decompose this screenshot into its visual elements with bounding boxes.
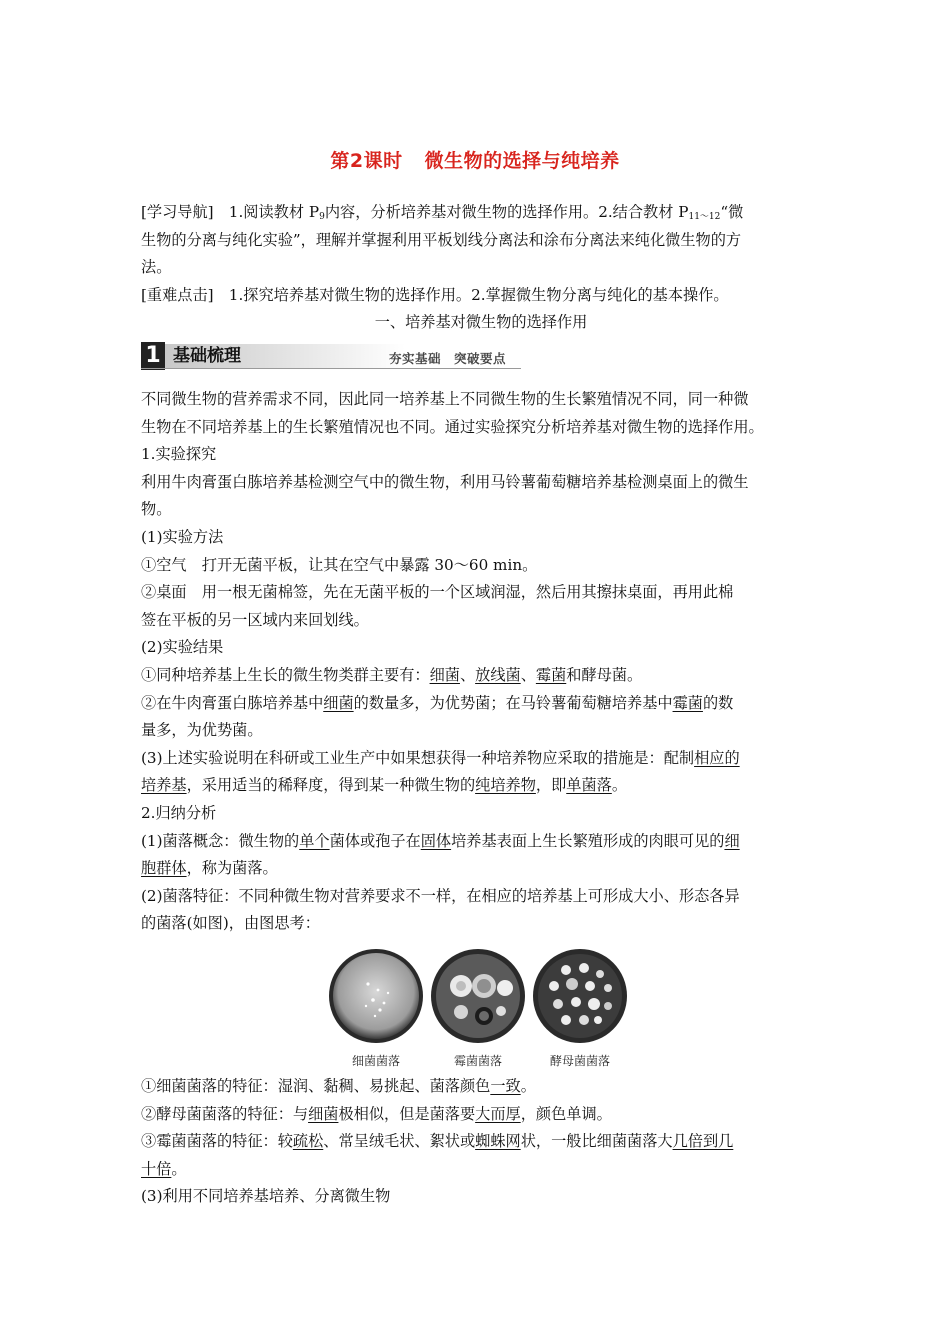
paragraph-line: 量多，为优势菌。	[141, 721, 263, 740]
paragraph-line: 的菌落(如图)，由图思考：	[141, 914, 320, 933]
guide-text: [学习导航] 1.阅读教材 P	[141, 203, 320, 221]
paragraph-line: ②酵母菌菌落的特征：与细菌极相似，但是菌落要大而厚，颜色单调。	[141, 1104, 612, 1123]
banner-slogan: 夯实基础 突破要点	[389, 351, 507, 366]
subheading: (3)利用不同培养基培养、分离微生物	[141, 1187, 391, 1206]
paragraph-line: ①同种培养基上生长的微生物类群主要有：细菌、放线菌、霉菌和酵母菌。	[141, 665, 643, 684]
answer-blank: 放线菌	[475, 665, 521, 684]
banner-label: 基础梳理	[173, 346, 241, 366]
guide-text: “微	[720, 203, 744, 221]
paragraph-line: 签在平板的另一区域内来回划线。	[141, 610, 369, 629]
answer-blank: 一致	[490, 1077, 521, 1095]
subheading: (2)实验结果	[141, 638, 224, 657]
answer-blank: 几倍到几	[672, 1132, 734, 1151]
answer-blank: 十倍	[141, 1159, 172, 1178]
paragraph-line: ③霉菌菌落的特征：较疏松、常呈绒毛状、絮状或蜘蛛网状，一般比细菌菌落大几倍到几	[141, 1132, 734, 1151]
paragraph-line: ①细菌菌落的特征：湿润、黏稠、易挑起、菌落颜色一致。	[141, 1077, 536, 1095]
guide-line: 生物的分离与纯化实验”，理解并掌握利用平板划线分离法和涂布分离法来纯化微生物的方	[141, 230, 742, 249]
answer-blank: 培养基	[141, 776, 187, 795]
yeast-caption: 酵母菌菌落	[549, 1054, 610, 1068]
guide-line: 法。	[141, 258, 172, 277]
section-banner	[141, 341, 521, 371]
paragraph-line: 物。	[141, 500, 172, 519]
answer-blank: 纯培养物	[475, 776, 536, 795]
paragraph-line: ②在牛肉膏蛋白胨培养基中细菌的数量多，为优势菌；在马铃薯葡萄糖培养基中霉菌的数	[141, 693, 734, 712]
answer-blank: 细菌	[429, 665, 460, 684]
colony-figure	[326, 948, 626, 1070]
answer-blank: 霉菌	[535, 665, 567, 684]
guide-subscript: 9	[319, 212, 325, 222]
answer-blank: 霉菌	[672, 693, 703, 712]
paragraph-line: ②桌面 用一根无菌棉签，先在无菌平板的一个区域润湿，然后用其擦抹桌面，再用此棉	[141, 583, 734, 602]
answer-blank: 胞群体	[141, 859, 187, 878]
key-points: [重难点击] 1.探究培养基对微生物的选择作用。2.掌握微生物分离与纯化的基本操作。	[141, 285, 729, 304]
paragraph-line: (3)上述实验说明在科研或工业生产中如果想获得一种培养物应采取的措施是：配制相应的	[141, 748, 740, 767]
subheading: 1.实验探究	[141, 445, 217, 464]
answer-blank: 相应的	[694, 748, 740, 767]
paragraph-line: ①空气 打开无菌平板，让其在空气中暴露 30～60 min。	[141, 555, 538, 574]
answer-blank: 固体	[420, 831, 452, 850]
section-heading: 一、培养基对微生物的选择作用	[374, 313, 588, 332]
yeast-plate-image	[532, 948, 628, 1044]
answer-blank: 单个	[299, 831, 330, 850]
subheading: 2.归纳分析	[141, 803, 217, 822]
mold-plate-image	[430, 948, 526, 1044]
answer-blank: 疏松	[292, 1132, 324, 1151]
guide-subscript: 11～12	[688, 212, 721, 222]
paragraph-line: (2)菌落特征：不同种微生物对营养要求不一样，在相应的培养基上可形成大小、形态各异	[141, 886, 740, 905]
paragraph-line: (1)菌落概念：微生物的单个菌体或孢子在固体培养基表面上生长繁殖形成的肉眼可见的细	[141, 831, 740, 850]
colony-features	[141, 1073, 821, 1211]
banner-number: 1	[141, 342, 165, 370]
bacteria-plate-image	[328, 948, 424, 1044]
bacteria-caption: 细菌菌落	[351, 1054, 400, 1068]
answer-blank: 细菌	[308, 1104, 339, 1123]
paragraph-line: 利用牛肉膏蛋白胨培养基检测空气中的微生物，利用马铃薯葡萄糖培养基检测桌面上的微生	[141, 472, 749, 491]
subheading: (1)实验方法	[141, 527, 224, 546]
paragraph-line: 十倍。	[141, 1159, 187, 1178]
body-text	[141, 386, 821, 938]
title-topic: 微生物的选择与纯培养	[424, 150, 620, 172]
learning-guide	[141, 199, 821, 337]
answer-blank: 细	[724, 831, 740, 850]
paragraph-line: 生物在不同培养基上的生长繁殖情况也不同。通过实验探究分析培养基对微生物的选择作用。	[141, 417, 764, 436]
answer-blank: 细菌	[323, 693, 354, 712]
mold-caption: 霉菌菌落	[453, 1054, 502, 1068]
answer-blank: 蜘蛛网	[475, 1132, 521, 1151]
guide-text: 内容，分析培养基对微生物的选择作用。2.结合教材 P	[324, 203, 689, 221]
answer-blank: 大而厚	[475, 1104, 521, 1123]
paragraph-line: 培养基，采用适当的稀释度，得到某一种微生物的纯培养物，即单菌落。	[141, 776, 627, 795]
page-title	[0, 146, 950, 173]
title-lesson: 第2课时	[330, 150, 403, 172]
paragraph-line: 胞群体，称为菌落。	[141, 859, 278, 878]
answer-blank: 单菌落	[566, 776, 612, 795]
paragraph-line: 不同微生物的营养需求不同，因此同一培养基上不同微生物的生长繁殖情况不同，同一种微	[141, 390, 749, 408]
